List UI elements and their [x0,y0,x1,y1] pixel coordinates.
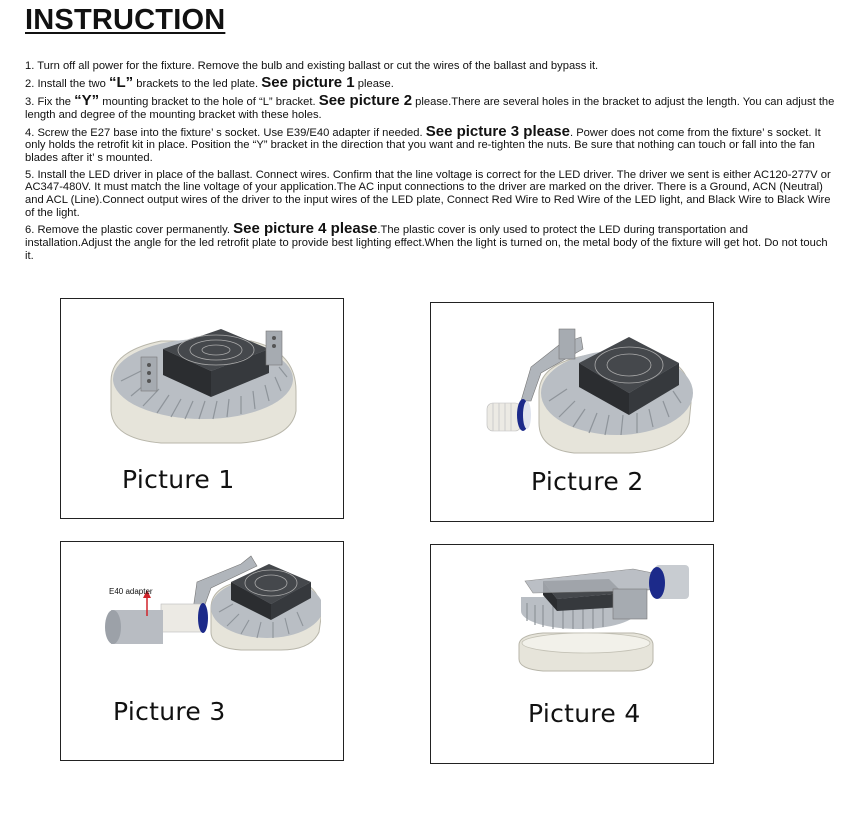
picture-reference: See picture 4 please [233,220,378,238]
step-text: Remove the plastic cover permanently. [34,224,234,237]
e40-adapter-label: E40 adapter [109,587,153,596]
step-number: 2. [25,77,35,90]
step-text: Fix the [34,95,75,108]
step-text: . Power does not come from the fixture’ s socket. It only holds the retrofit kit in place. Position the “Y” bracket in the direction that you want and re-tighten the nuts. Be sure that nothing can touch or fall into the fan blades after it’ s mounted. [25,126,821,164]
step-text: please.There are several holes in the bracket to adjust the length. You can adjust the length and degree of the mounting bracket with these holes. [25,95,835,121]
picture-2-caption: Picture 2 [531,467,644,496]
step-4 [25,122,835,165]
step-number: 6. [25,224,35,237]
picture-4-frame [430,544,714,764]
step-text: brackets to the led plate. [133,77,262,90]
step-text: Turn off all power for the fixture. Remove the bulb and existing ballast or cut the wires of the ballast and bypass it. [34,60,599,72]
step-text: Install the two [34,77,109,90]
retrofit-e40-adapter-illustration [101,552,321,652]
picture-4-caption: Picture 4 [528,699,641,728]
step-1 [25,60,835,73]
step-number: 3. [25,95,35,108]
bracket-y-label: “Y” [74,91,100,109]
step-number: 1. [25,60,35,72]
document-title: INSTRUCTION [25,4,226,36]
step-number: 5. [25,168,35,181]
picture-reference: See picture 3 please [425,122,570,140]
step-number: 4. [25,126,35,139]
step-text: .The plastic cover is only used to protect the LED during transportation and installation.Adjust the angle for the led retrofit plate to provide best lighting effect.When the light is turned on, the metal body of the fixture will get hot. Do not touch it. [25,224,828,262]
picture-1-frame [60,298,344,519]
picture-3-frame [60,541,344,761]
step-3 [25,91,835,121]
step-text: Install the LED driver in place of the ballast. Connect wires. Confirm that the line voltage is correct for the LED driver. The driver we sent is either AC120-277V or AC347-480V. It must match the line voltage of your application.The AC input connections to the driver are marked on the driver. There is a Ground, ACN (Neutral) and ACL (Line).Connect output wires of the driver to the input wires of the LED plate, Connect Red Wire to Red Wire of the LED light, and Black Wire to Black Wire of the light. [25,168,831,219]
step-text: mounting bracket to the hole of “L” bracket. [99,95,319,108]
picture-1-caption: Picture 1 [122,465,235,494]
picture-3-caption: Picture 3 [113,697,226,726]
step-text: Screw the E27 base into the fixture’ s socket. Use E39/E40 adapter if needed. [34,126,426,139]
bracket-l-label: “L” [108,73,134,91]
retrofit-plate-illustration [101,311,301,451]
picture-reference: See picture 2 [318,91,413,109]
picture-2-frame [430,302,714,522]
picture-reference: See picture 1 [261,73,355,91]
retrofit-y-bracket-illustration [479,323,699,458]
instruction-steps [25,60,835,267]
step-2 [25,73,835,91]
step-5 [25,169,835,219]
step-text: please. [354,77,394,90]
retrofit-cover-removed-illustration [513,553,693,673]
step-6 [25,220,835,262]
